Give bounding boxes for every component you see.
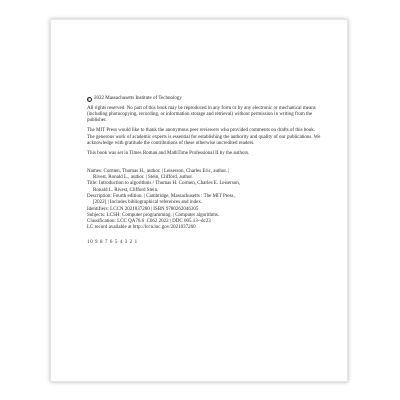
copyright-page-content <box>87 96 323 246</box>
typesetting-paragraph: This book was set in Times Roman and MathTime Professional II by the authors. <box>87 150 250 156</box>
cip-identifiers: Identifiers: LCCN 2021037260 | ISBN 9780262046305 <box>87 206 199 212</box>
acknowledgment-paragraph: The MIT Press would like to thank the anonymous peer reviewers who provided comments on drafts of this book. The generous work of academic experts is essential for establishing the authority and quality of our publications. We acknowledge with gratitude the contributions of these otherwise uncredited readers. <box>87 128 321 146</box>
cip-description: Description: Fourth edition. | Cambridge, Massachusetts : The MIT Press, <box>87 193 235 199</box>
copyright-text: 2022 Massachusetts Institute of Technology <box>94 96 182 101</box>
cip-classification: Classification: LCC QA76.6 .C662 2022 | DDC 005.13--dc23 <box>87 219 211 225</box>
section-gap <box>87 161 323 169</box>
copyright-line <box>87 96 323 102</box>
rights-paragraph: All rights reserved. No part of this book may be reproduced in any form or by any electronic or mechanical means (including photocopying, recording, or information storage and retrieval) without permission in writing from the publisher. <box>87 105 316 124</box>
cip-title-cont: Ronald L. Rivest, Clifford Stein. <box>93 187 159 193</box>
cip-subjects: Subjects: LCSH: Computer programming. | Computer algorithms. <box>87 212 220 218</box>
cip-description-cont: [2022] | Includes bibliographical references and index. <box>93 200 203 206</box>
cip-names-cont: Rivest, Ronald L., author. | Stein, Clifford, author. <box>93 175 194 181</box>
cip-title: Title: Introduction to algorithms / Thomas H. Cormen, Charles E. Leiserson, <box>87 181 241 187</box>
copyright-icon: C <box>88 97 91 102</box>
book-page <box>50 19 348 382</box>
printing-line: 10 9 8 7 6 5 4 3 2 1 <box>87 239 138 245</box>
cataloging-data <box>87 169 323 232</box>
cip-names: Names: Cormen, Thomas H., author. | Leiserson, Charles Eric, author. | <box>87 168 230 174</box>
cip-lc-record: LC record available at http://lccn.loc.gov/2021037260 <box>87 225 196 231</box>
